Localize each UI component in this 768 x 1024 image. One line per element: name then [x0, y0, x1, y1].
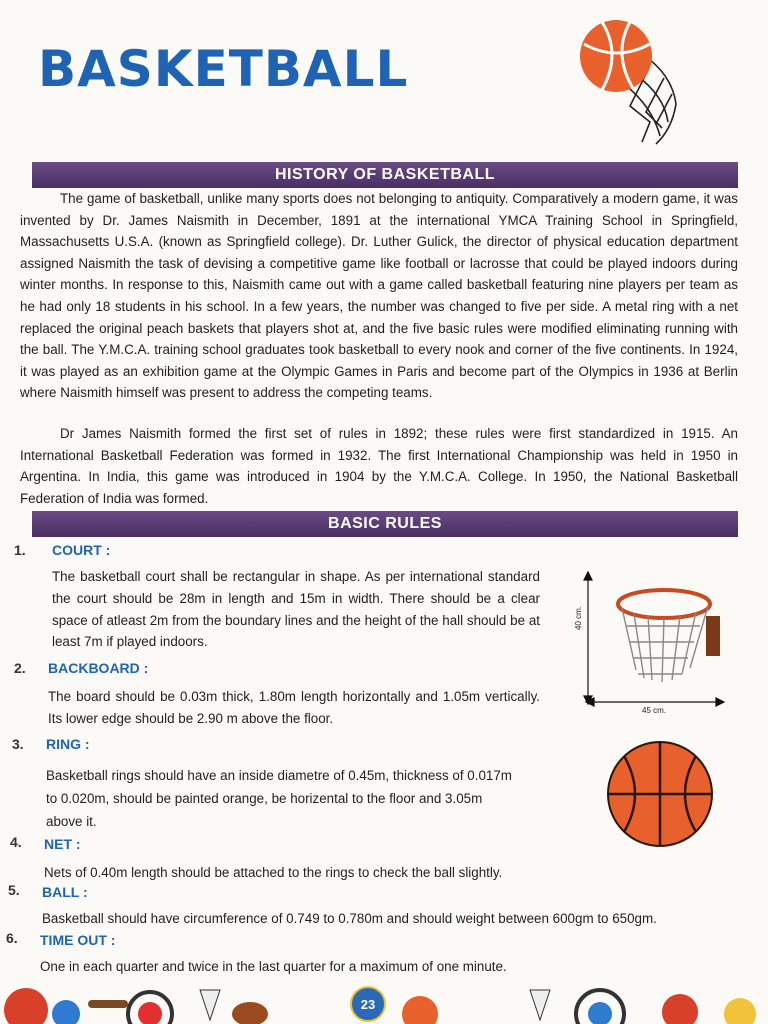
rule-number: 3. [12, 736, 24, 752]
rule-title-net: NET : [44, 836, 81, 852]
page-title: BASKETBALL [38, 40, 409, 98]
rule-number: 2. [14, 660, 26, 676]
rule-number: 4. [10, 834, 22, 850]
rugby-ball-icon [232, 1002, 268, 1024]
ball-icon [724, 998, 756, 1024]
ball-icon [402, 996, 438, 1024]
rule-title-backboard: BACKBOARD : [48, 660, 149, 676]
ring-net-icon [618, 590, 720, 682]
history-paragraph-2: Dr James Naismith formed the first set of rules in 1892; these rules were first standardized in 1915. An International Basketball Federation was formed in 1932. The first International Championship was held in 1950 in Argentina. In India, this game was introduced in 1904 by the Y.M.C.A. College. In 1950, the National Basketball Federation of India was formed. [20, 426, 738, 506]
rules-heading: BASIC RULES [32, 511, 738, 537]
shuttlecock-icon [530, 990, 550, 1020]
rule-text-ball: Basketball should have circumference of 0.749 to 0.780m and should weight between 600gm to 650gm. [42, 911, 657, 926]
target-icon [138, 1002, 162, 1024]
page-number: 23 [350, 986, 386, 1022]
rule-title-court: COURT : [52, 542, 111, 558]
target-icon [588, 1002, 612, 1024]
rule-text-backboard: The board should be 0.03m thick, 1.80m length horizontally and 1.05m vertically. Its lower edge should be 2.90 m above the floor. [48, 689, 540, 726]
rule-text-net: Nets of 0.40m length should be attached to the rings to check the ball slightly. [44, 865, 503, 880]
rule-title-time-out: TIME OUT : [40, 932, 116, 948]
diagram-height-label: 40 cm. [574, 605, 583, 630]
diagram-width-label: 45 cm. [642, 706, 667, 715]
rule-title-ball: BALL : [42, 884, 88, 900]
dart-icon [88, 1000, 128, 1008]
shuttlecock-icon [200, 990, 220, 1020]
rule-number: 5. [8, 882, 20, 898]
rule-text-time-out: One in each quarter and twice in the last quarter for a maximum of one minute. [40, 959, 507, 974]
ball-icon [4, 988, 48, 1024]
basketball-icon [580, 20, 652, 92]
rule-number: 6. [6, 930, 18, 946]
ball-icon [52, 1000, 80, 1024]
rule-text-ring: Basketball rings should have an inside diametre of 0.45m, thickness of 0.017m to 0.020m, should be painted orange, be horizental to the floor and 3.05m above it. [46, 768, 512, 829]
history-heading: HISTORY OF BASKETBALL [32, 162, 738, 188]
rule-title-ring: RING : [46, 736, 90, 752]
rule-text-court: The basketball court shall be rectangular in shape. As per international standard the court should be 28m in length and 15m in width. There should be a clear space of atleast 2m from the boundary lines and the height of the hall should be at least 7m if played indoors. [52, 569, 540, 650]
basketball-hoop-illustration [572, 14, 690, 148]
ring-dimension-diagram [560, 570, 730, 720]
ball-icon [662, 994, 698, 1024]
history-paragraph-1: The game of basketball, unlike many sports does not belonging to antiquity. Comparatively a modern game, it was invented by Dr. James Naismith in December, 1891 at the international YMCA Training School in Springfield, Massachusetts U.S.A. (known as Springfield college). Dr. Luther Gulick, the director of physical education department assigned Naismith the task of devising a competitive game like football or lacrosse that could be played indoors during winter months. In response to this, Naismith came out with a game called basketball featuring nine players per team as he had only 18 students in his school. In a few years, the number was changed to five per side. A metal ring with a net replaced the original peach baskets that players shot at, and the five basic rules were modified eliminating running with the ball. The Y.M.C.A. training school graduates took basketball to every nook and corner of the five continents. In 1924, it was played as an exhibition game at the Olympic Games in Paris and become part of the Olympics in 1936 at Berlin where Naismith himself was present to address the competing teams. [20, 191, 738, 401]
rule-number: 1. [14, 542, 26, 558]
basketball-icon [606, 740, 714, 848]
